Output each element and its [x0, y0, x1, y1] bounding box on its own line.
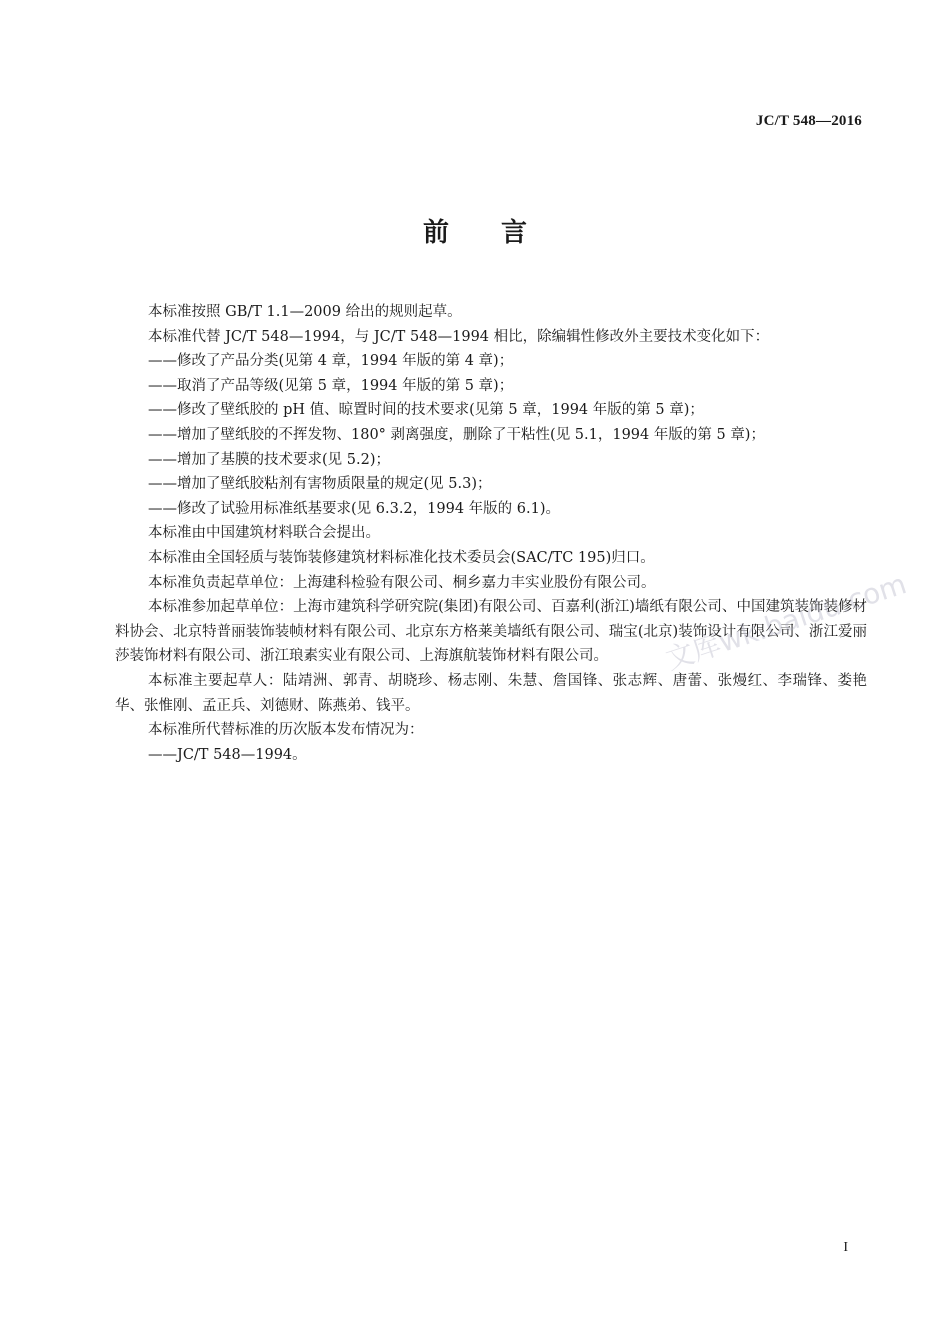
- paragraph-responsible-drafters: 本标准负责起草单位：上海建科检验有限公司、桐乡嘉力丰实业股份有限公司。: [148, 574, 656, 591]
- change-item: ——增加了基膜的技术要求(见 5.2)；: [148, 451, 390, 468]
- paragraph-drafting-rules: 本标准按照 GB/T 1.1—2009 给出的规则起草。: [148, 304, 462, 320]
- paragraph-proposed-by: 本标准由中国建筑材料联合会提出。: [148, 525, 380, 542]
- history-item: ——JC/T 548—1994。: [148, 746, 307, 763]
- standard-code: JC/T 548—2016: [755, 113, 862, 129]
- change-item: ——增加了壁纸胶的不挥发物、180° 剥离强度，删除了干粘性(见 5.1，1994 年版的第 5 章)；: [148, 426, 765, 443]
- change-item: ——修改了试验用标准纸基要求(见 6.3.2，1994 年版的 6.1)。: [148, 500, 560, 517]
- paragraph-under-jurisdiction: 本标准由全国轻质与装饰装修建筑材料标准化技术委员会(SAC/TC 195)归口。: [148, 549, 655, 566]
- paragraph-version-history: 本标准所代替标准的历次版本发布情况为：: [148, 722, 424, 739]
- paragraph-participating-drafters: 本标准参加起草单位：上海市建筑科学研究院(集团)有限公司、百嘉利(浙江)墙纸有限公司、中国建筑装饰装修材料协会、北京特普丽装饰装帧材料有限公司、北京东方格莱美墙纸有限公司、瑞宝(北京)装饰设计有限公司、浙江爱丽莎装饰材料有限公司、浙江琅素实业有限公司、上海旗航装饰材料有限公司。: [115, 599, 867, 665]
- change-item: ——修改了产品分类(见第 4 章，1994 年版的第 4 章)；: [148, 353, 514, 370]
- foreword-body: [115, 300, 867, 767]
- change-item: ——修改了壁纸胶的 pH 值、晾置时间的技术要求(见第 5 章，1994 年版的第 5 章)；: [148, 402, 704, 419]
- paragraph-replaces: 本标准代替 JC/T 548—1994，与 JC/T 548—1994 相比，除编辑性修改外主要技术变化如下：: [148, 328, 770, 345]
- change-item: ——增加了壁纸胶粘剂有害物质限量的规定(见 5.3)；: [148, 476, 492, 493]
- watermark: 文库wk.baidu.com: [661, 567, 911, 677]
- page-title: 前言: [422, 218, 579, 248]
- paragraph-main-drafters: 本标准主要起草人：陆靖洲、郭青、胡晓珍、杨志刚、朱慧、詹国锋、张志辉、唐蕾、张熳红、李瑞锋、娄艳华、张惟刚、孟正兵、刘德财、陈燕弟、钱平。: [115, 672, 867, 714]
- page-number: I: [843, 1240, 848, 1255]
- change-item: ——取消了产品等级(见第 5 章，1994 年版的第 5 章)；: [148, 377, 514, 394]
